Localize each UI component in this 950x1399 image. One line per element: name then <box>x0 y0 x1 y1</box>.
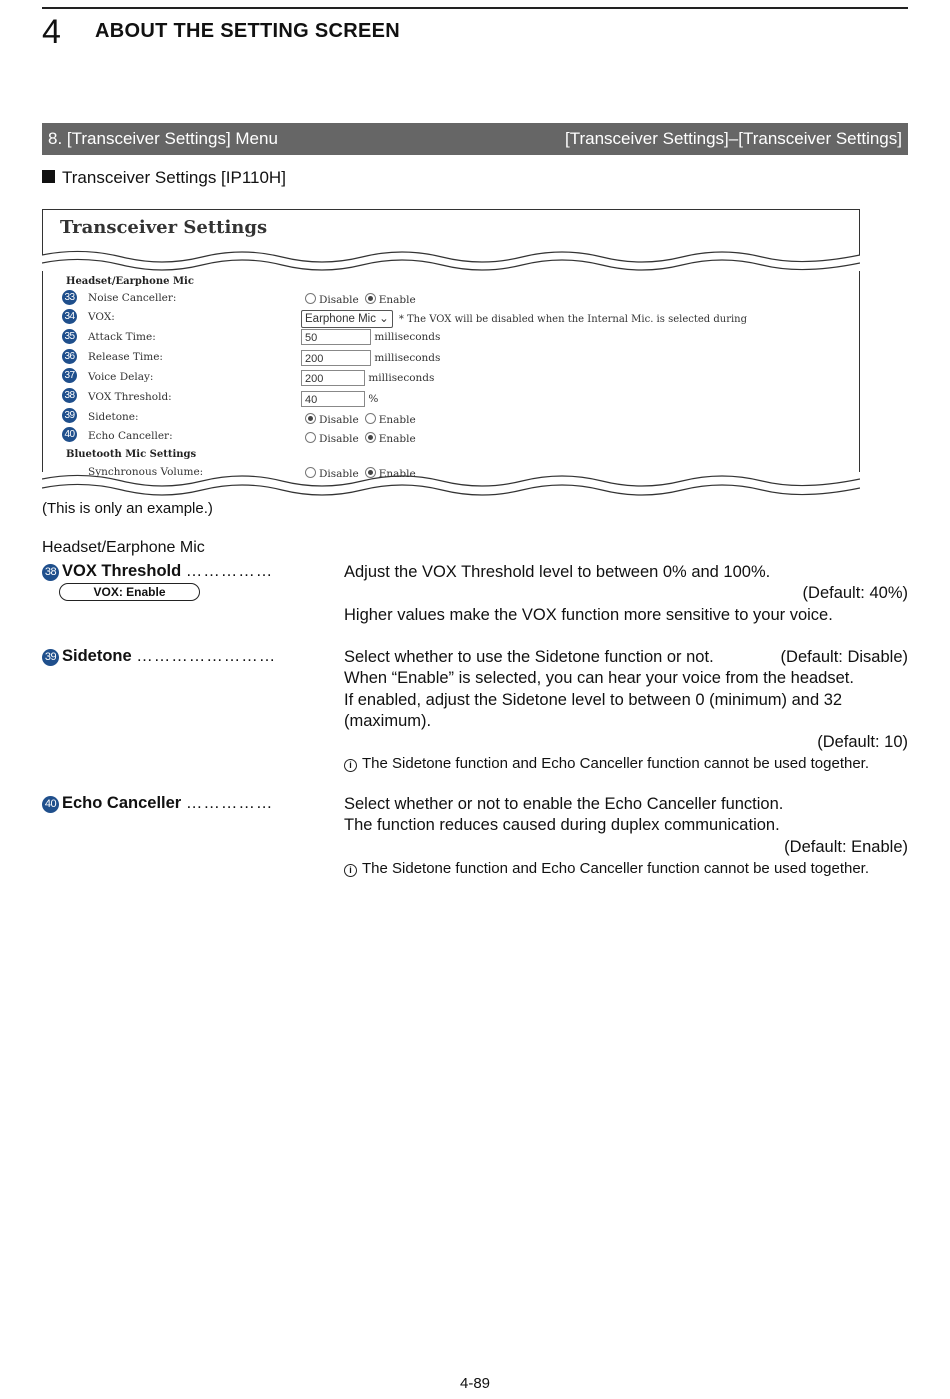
desc-line: Select whether to use the Sidetone function or not. <box>344 648 714 666</box>
radio-disable[interactable] <box>305 467 316 478</box>
callout-39: 39 <box>42 649 59 666</box>
item-vox-threshold <box>42 562 273 581</box>
leader-dots: …………… <box>185 562 274 580</box>
default-value: (Default: Enable) <box>784 837 908 856</box>
desc-vox-threshold <box>344 562 908 626</box>
page-number: 4-89 <box>459 1375 491 1392</box>
label-voice-delay: Voice Delay: <box>88 371 154 383</box>
callout-39: 39 <box>62 408 77 423</box>
leader-dots: …………… <box>185 794 274 812</box>
item-name: Echo Canceller <box>62 794 182 812</box>
label-echo-canceller: Echo Canceller: <box>88 430 173 442</box>
chapter-title: ABOUT THE SETTING SCREEN <box>95 20 400 42</box>
callout-38: 38 <box>62 388 77 403</box>
group-bluetooth: Bluetooth Mic Settings <box>66 449 197 460</box>
radio-disable[interactable] <box>305 293 316 304</box>
vox-row <box>301 310 747 328</box>
item-name: VOX Threshold <box>62 562 182 580</box>
info-note: The Sidetone function and Echo Canceller function cannot be used together. <box>362 755 870 773</box>
leader-dots: …………………… <box>136 647 277 665</box>
label-release-time: Release Time: <box>88 351 163 363</box>
callout-38: 38 <box>42 564 59 581</box>
vox-select[interactable]: Earphone Mic ⌄ <box>301 310 393 328</box>
label-noise-canceller: Noise Canceller: <box>88 292 177 304</box>
menu-bar-path: [Transceiver Settings]–[Transceiver Settings] <box>565 129 902 148</box>
callout-33: 33 <box>62 290 77 305</box>
settings-screenshot <box>42 209 860 499</box>
callout-37: 37 <box>62 368 77 383</box>
vox-threshold-input[interactable]: 40 <box>301 391 365 407</box>
item-sidetone <box>42 647 276 666</box>
radio-disable[interactable] <box>305 413 316 424</box>
subheading: Headset/Earphone Mic <box>42 539 205 556</box>
label-vox-threshold: VOX Threshold: <box>88 391 172 403</box>
info-note: The Sidetone function and Echo Canceller function cannot be used together. <box>362 859 870 877</box>
square-bullet-icon <box>42 170 55 183</box>
desc-line: Select whether or not to enable the Echo Canceller function. <box>344 795 784 813</box>
radio-disable[interactable] <box>305 432 316 443</box>
voice-delay-row: 200 milliseconds <box>301 370 434 386</box>
radio-enable[interactable] <box>365 467 376 478</box>
chapter-number: 4 <box>42 13 61 51</box>
callout-40: 40 <box>42 796 59 813</box>
attack-time-row: 50 milliseconds <box>301 329 440 345</box>
sync-volume-radio-group[interactable]: Disable Enable <box>305 467 416 480</box>
desc-line: Higher values make the VOX function more sensitive to your voice. <box>344 605 833 624</box>
info-icon: i <box>344 864 357 877</box>
vox-threshold-row: 40 % <box>301 391 378 407</box>
callout-35: 35 <box>62 329 77 344</box>
callout-40: 40 <box>62 427 77 442</box>
release-time-input[interactable]: 200 <box>301 350 371 366</box>
default-value: (Default: Disable) <box>780 648 908 666</box>
label-vox: VOX: <box>88 311 115 323</box>
info-icon: i <box>344 759 357 772</box>
desc-line: When “Enable” is selected, you can hear your voice from the headset. <box>344 669 854 688</box>
radio-enable[interactable] <box>365 432 376 443</box>
vox-note: * The VOX will be disabled when the Internal Mic. is selected during <box>398 314 748 325</box>
label-sidetone: Sidetone: <box>88 411 139 423</box>
desc-line: Adjust the VOX Threshold level to between 0% and 100%. <box>344 563 771 581</box>
section-title: Transceiver Settings [IP110H] <box>42 168 286 188</box>
label-synchronous-volume: Synchronous Volume: <box>88 466 204 478</box>
header-rule <box>42 7 908 9</box>
desc-echo-canceller <box>344 794 908 879</box>
echo-canceller-radio-group[interactable]: Disable Enable <box>305 432 416 445</box>
callout-34: 34 <box>62 309 77 324</box>
screenshot-heading: Transceiver Settings <box>60 217 268 238</box>
item-name: Sidetone <box>62 647 132 665</box>
example-note: (This is only an example.) <box>42 500 213 517</box>
default-value: (Default: 10) <box>817 733 908 752</box>
group-headset: Headset/Earphone Mic <box>66 276 194 287</box>
condition-badge: VOX: Enable <box>59 583 200 601</box>
voice-delay-input[interactable]: 200 <box>301 370 365 386</box>
menu-bar <box>42 123 908 155</box>
attack-time-input[interactable]: 50 <box>301 329 371 345</box>
item-echo-canceller <box>42 794 273 813</box>
radio-enable[interactable] <box>365 293 376 304</box>
desc-line: The function reduces caused during duplex communication. <box>344 816 780 835</box>
menu-bar-title: 8. [Transceiver Settings] Menu <box>48 129 278 148</box>
default-value: (Default: 40%) <box>802 584 908 603</box>
desc-line: If enabled, adjust the Sidetone level to between 0 (minimum) and 32 (maximum). <box>344 690 843 730</box>
release-time-row: 200 milliseconds <box>301 350 440 366</box>
radio-enable[interactable] <box>365 413 376 424</box>
desc-sidetone <box>344 647 908 774</box>
label-attack-time: Attack Time: <box>88 331 156 343</box>
noise-canceller-radio-group[interactable]: Disable Enable <box>305 293 416 306</box>
sidetone-radio-group[interactable]: Disable Enable <box>305 413 416 426</box>
callout-36: 36 <box>62 349 77 364</box>
chevron-down-icon: ⌄ <box>379 313 389 325</box>
